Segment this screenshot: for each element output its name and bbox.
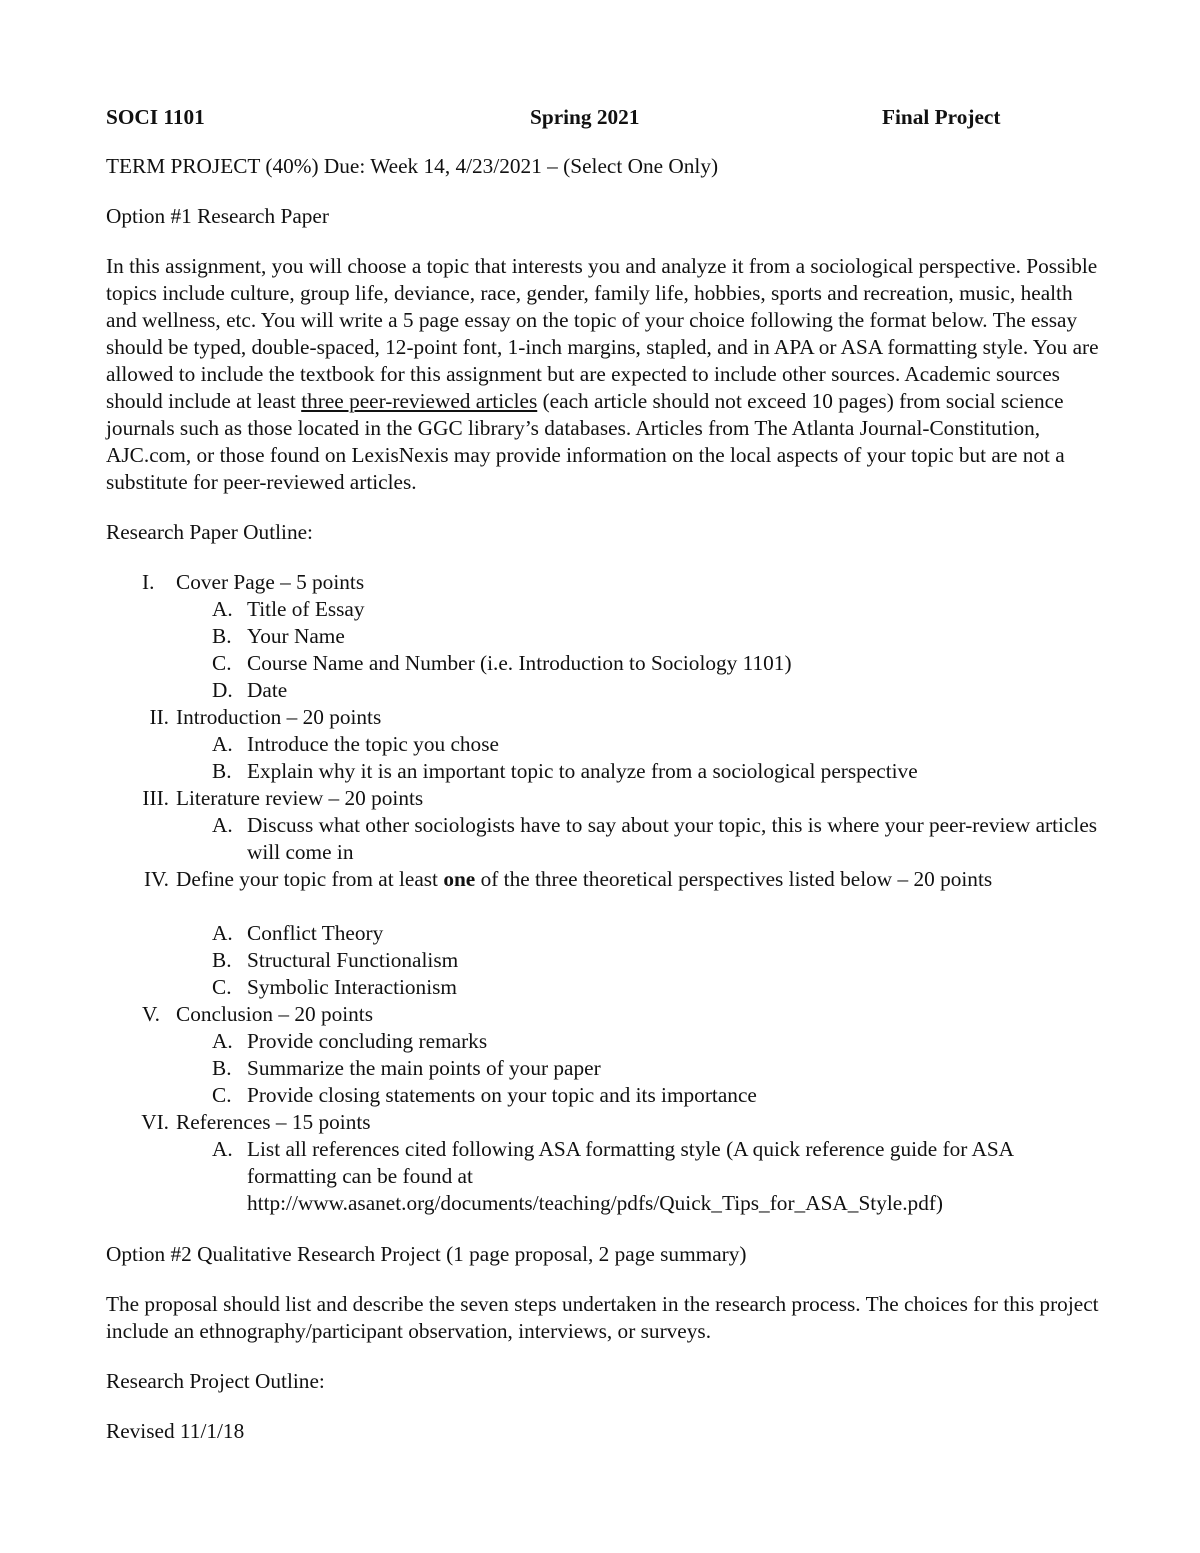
course-code: SOCI 1101	[106, 105, 205, 129]
outline-item	[106, 1001, 1106, 1028]
outline-subitem-letter: B.	[212, 1056, 232, 1080]
option1-heading: Option #1 Research Paper	[106, 204, 329, 228]
outline-subitem-letter: A.	[212, 1137, 233, 1161]
outline-subitem	[106, 650, 1106, 677]
outline-subitem-text: Provide concluding remarks	[247, 1029, 488, 1053]
outline-item	[106, 1109, 1106, 1136]
outline-subitem-letter: A.	[212, 597, 233, 621]
outline-subitem-text: Conflict Theory	[247, 921, 384, 945]
research-paper-outline-heading: Research Paper Outline:	[106, 520, 313, 544]
outline-subitem	[106, 812, 1106, 866]
outline-subitem-text: Symbolic Interactionism	[247, 975, 457, 999]
outline-subitem-letter: C.	[212, 651, 232, 675]
research-paper-outline	[106, 569, 1106, 1217]
term-project-line: TERM PROJECT (40%) Due: Week 14, 4/23/2021 – (Select One Only)	[106, 154, 719, 178]
option2-heading: Option #2 Qualitative Research Project (1 page proposal, 2 page summary)	[106, 1242, 747, 1266]
outline-subitem	[106, 1028, 1106, 1055]
outline-subitem-text: Provide closing statements on your topic and its importance	[247, 1083, 757, 1107]
outline-subitem-text: Date	[247, 678, 288, 702]
outline-subitem-letter: B.	[212, 759, 232, 783]
outline-item	[106, 704, 1106, 731]
outline-subitem-letter: D.	[212, 678, 233, 702]
outline-subitem	[106, 623, 1106, 650]
outline-item-text: Cover Page – 5 points	[176, 570, 365, 594]
outline-subitem-text: Your Name	[247, 624, 345, 648]
outline-subitem-text: Course Name and Number (i.e. Introduction to Sociology 1101)	[247, 651, 792, 675]
research-project-outline-heading: Research Project Outline:	[106, 1369, 325, 1393]
outline-item-text: Literature review – 20 points	[176, 786, 424, 810]
outline-item-text-part-b: of the three theoretical perspectives listed below – 20 points	[475, 867, 993, 891]
option1-paragraph-part-b: (each article should not exceed 10 pages) from social science journals such as those located in the GGC library’s databases. Articles from The Atlanta Journal-Constitution, AJC.com, or those found on LexisNexis may provide information on the local aspects of your topic but are not a substitute for peer-reviewed articles.	[106, 389, 1065, 494]
outline-subitem	[106, 731, 1106, 758]
outline-subitem	[106, 677, 1106, 704]
outline-subitem-letter: A.	[212, 1029, 233, 1053]
outline-item-text	[176, 867, 992, 891]
document-title: Final Project	[882, 105, 1001, 129]
option1-paragraph-part-a: In this assignment, you will choose a topic that interests you and analyze it from a sociological perspective. Possible topics include culture, group life, deviance, race, gender, family life, hobbies, sports and recreation, music, health and wellness, etc. You will write a 5 page essay on the topic of your choice following the format below. The essay should be typed, double-spaced, 12-point font, 1-inch margins, stapled, and in APA or ASA formatting style. You are allowed to include the textbook for this assignment but are expected to include other sources. Academic sources should include at least	[106, 254, 1099, 413]
outline-subitem-text: Discuss what other sociologists have to say about your topic, this is where your peer-review articles will come in	[247, 813, 1098, 864]
document-page	[106, 104, 1106, 1445]
outline-subitem	[106, 974, 1106, 1001]
revision-note: Revised 11/1/18	[106, 1419, 245, 1443]
outline-item-text-part-a: Define your topic from at least	[176, 867, 444, 891]
outline-subitem-letter: B.	[212, 948, 232, 972]
outline-subitem-letter: C.	[212, 1083, 232, 1107]
outline-spacer	[106, 893, 1106, 920]
outline-subitem-letter: A.	[212, 921, 233, 945]
outline-item	[106, 785, 1106, 812]
outline-subitem-text: Structural Functionalism	[247, 948, 459, 972]
outline-subitem-letter: C.	[212, 975, 232, 999]
outline-subitem-letter: A.	[212, 813, 233, 837]
outline-item-number: VI.	[141, 1110, 169, 1134]
outline-subitem-text: List all references cited following ASA formatting style (A quick reference guide for ASA formatting can be found at http://www.asanet.org/documents/teaching/pdfs/Quick_Tips_for_ASA_Style.pdf)	[247, 1137, 1013, 1215]
option1-paragraph-underline: three peer-reviewed articles	[301, 389, 538, 413]
outline-subitem-text: Title of Essay	[247, 597, 365, 621]
outline-item-text-bold: one	[443, 867, 476, 891]
outline-subitem	[106, 596, 1106, 623]
outline-item-text: References – 15 points	[176, 1110, 371, 1134]
option1-paragraph	[106, 253, 1106, 496]
outline-item-number: II.	[149, 705, 169, 729]
outline-item-number: IV.	[143, 867, 169, 891]
outline-subitem	[106, 1136, 1106, 1217]
outline-subitem	[106, 758, 1106, 785]
outline-subitem-text: Introduce the topic you chose	[247, 732, 499, 756]
outline-item	[106, 866, 1106, 893]
outline-subitem-letter: A.	[212, 732, 233, 756]
outline-subitem-text: Summarize the main points of your paper	[247, 1056, 601, 1080]
term-label: Spring 2021	[530, 105, 640, 129]
outline-subitem-text: Explain why it is an important topic to analyze from a sociological perspective	[247, 759, 918, 783]
outline-subitem-letter: B.	[212, 624, 232, 648]
outline-subitem	[106, 1055, 1106, 1082]
outline-item-text: Introduction – 20 points	[176, 705, 382, 729]
option2-paragraph: The proposal should list and describe the seven steps undertaken in the research process. The choices for this project include an ethnography/participant observation, interviews, or surveys.	[106, 1292, 1099, 1343]
outline-subitem	[106, 947, 1106, 974]
outline-item-number: I.	[142, 570, 155, 594]
document-header	[106, 104, 1106, 134]
outline-subitem	[106, 920, 1106, 947]
outline-subitem	[106, 1082, 1106, 1109]
outline-item	[106, 569, 1106, 596]
outline-item-text: Conclusion – 20 points	[176, 1002, 374, 1026]
outline-item-number: V.	[142, 1002, 160, 1026]
outline-item-number: III.	[142, 786, 169, 810]
